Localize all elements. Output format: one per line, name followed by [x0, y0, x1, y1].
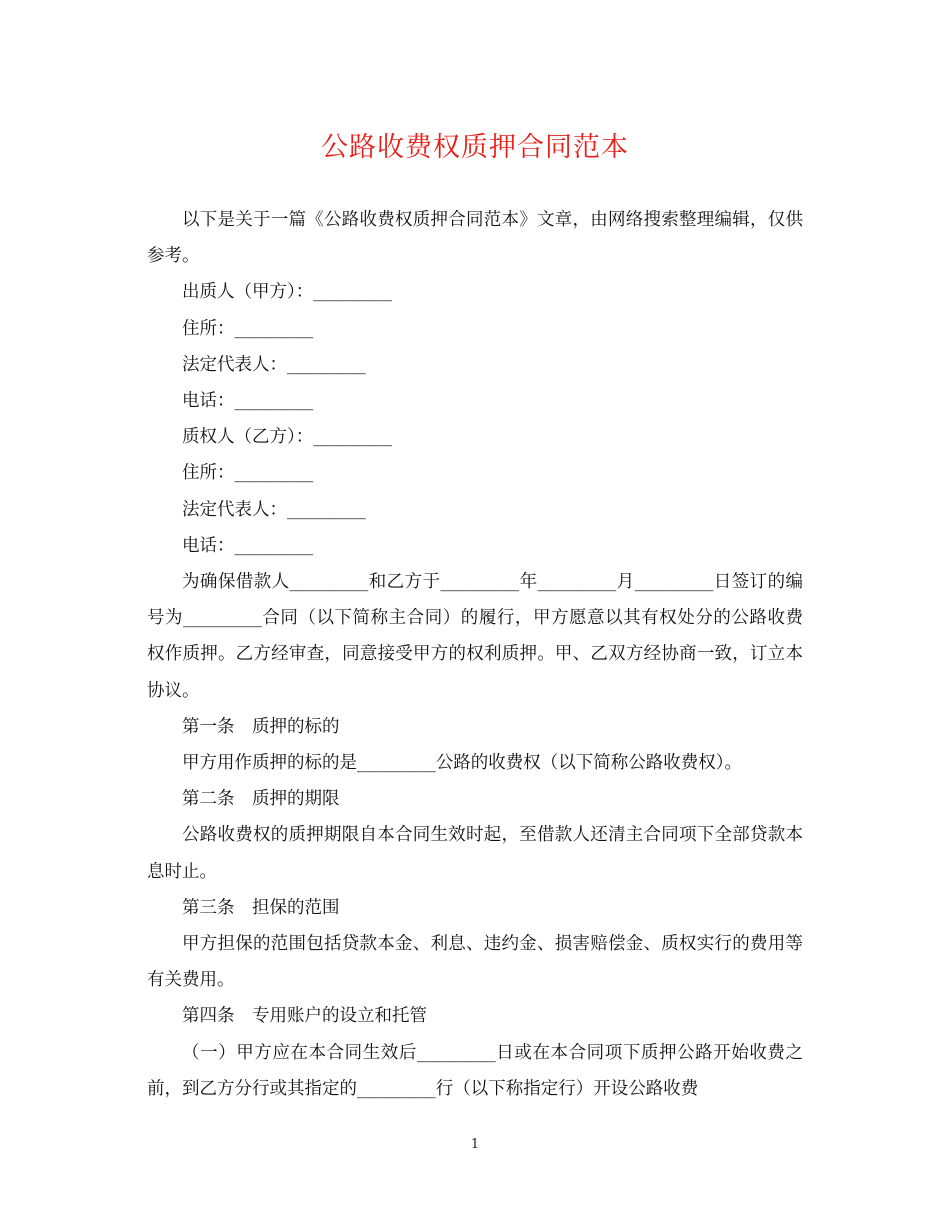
article-2-body: 公路收费权的质押期限自本合同生效时起，至借款人还清主合同项下全部贷款本息时止。 [147, 825, 803, 882]
document-body [147, 202, 803, 1107]
preamble-paragraph: 为确保借款人_________和乙方于_________年_________月_________日签订的编号为_________合同（以下简称主合同）的履行，甲方愿意以其有权处分的公路收费权作质押。乙方经审查，同意接受甲方的权利质押。甲、乙双方经协商一致，订立本协议。 [147, 572, 803, 701]
pledgee-representative-line: 法定代表人：_________ [182, 499, 366, 520]
pledgee-address-line: 住所：_________ [182, 463, 314, 484]
article-3-heading: 第三条 担保的范围 [182, 897, 340, 918]
document-title: 公路收费权质押合同范本 [321, 132, 629, 163]
pledgor-phone-line: 电话：_________ [182, 391, 314, 412]
article-4-heading: 第四条 专用账户的设立和托管 [182, 1006, 427, 1027]
article-4-clause-1: （一）甲方应在本合同生效后_________日或在本合同项下质押公路开始收费之前，到乙方分行或其指定的_________行（以下称指定行）开设公路收费 [147, 1042, 803, 1099]
pledgor-address-line: 住所：_________ [182, 318, 314, 339]
article-1-heading: 第一条 质押的标的 [182, 716, 340, 737]
article-3-body: 甲方担保的范围包括贷款本金、利息、违约金、损害赔偿金、质权实行的费用等有关费用。 [147, 934, 803, 991]
pledgor-name-line: 出质人（甲方）：_________ [182, 282, 392, 303]
intro-paragraph: 以下是关于一篇《公路收费权质押合同范本》文章，由网络搜索整理编辑，仅供参考。 [147, 210, 803, 267]
article-2-heading: 第二条 质押的期限 [182, 789, 340, 810]
pledgee-phone-line: 电话：_________ [182, 535, 314, 556]
pledgee-name-line: 质权人（乙方）：_________ [182, 427, 392, 448]
article-1-body: 甲方用作质押的标的是_________公路的收费权（以下简称公路收费权）。 [182, 753, 742, 774]
pledgor-representative-line: 法定代表人：_________ [182, 354, 366, 375]
page-number: 1 [470, 1137, 480, 1152]
